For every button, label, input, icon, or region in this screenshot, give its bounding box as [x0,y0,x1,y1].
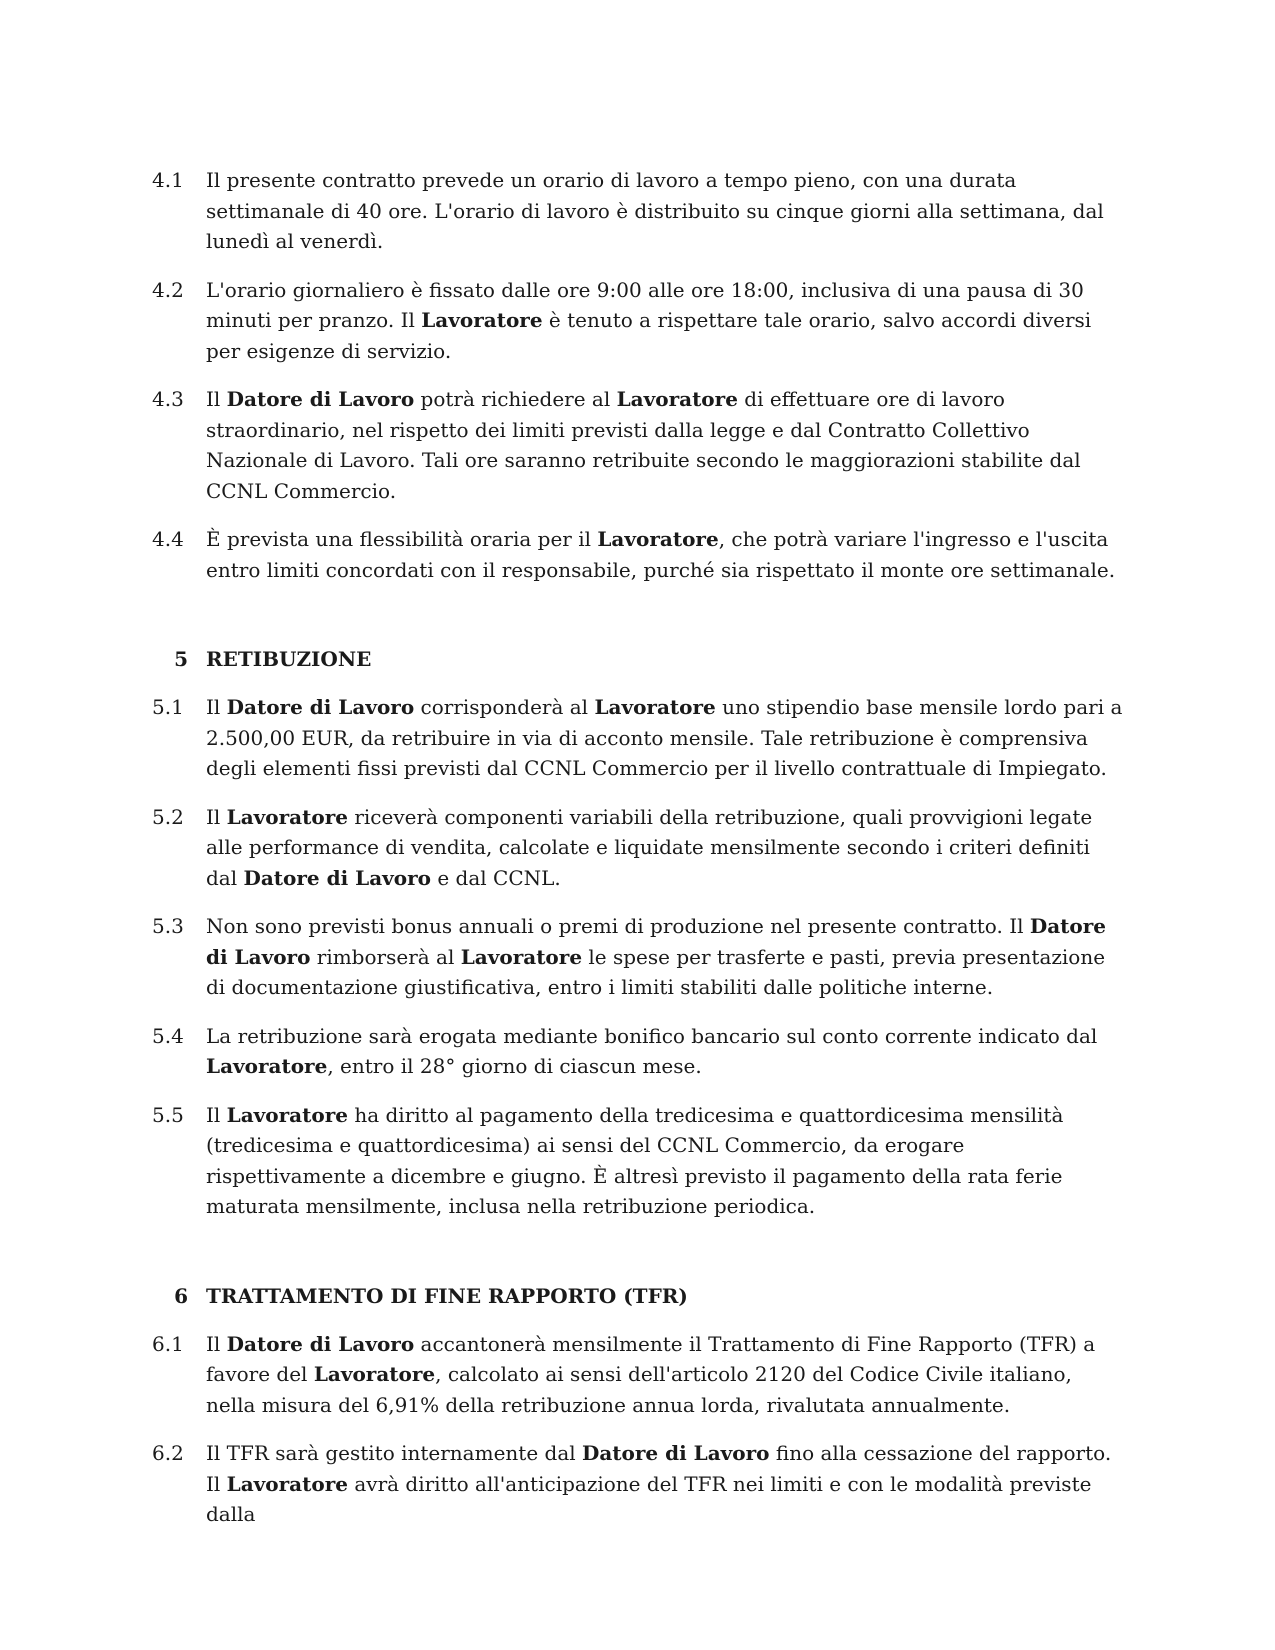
clause-text-segment: corrisponderà al [414,695,595,719]
party-name: Datore di Lavoro [582,1441,770,1465]
clause-text-segment: Il TFR sarà gestito internamente dal [206,1441,582,1465]
clause [152,1100,1127,1222]
section-heading [152,1281,1127,1311]
clause-text-segment: Il [206,804,227,829]
clause-text [206,165,1127,257]
clause-text-segment: Il [206,387,227,411]
clause-text [206,692,1127,784]
clause-text-segment: La retribuzione sarà erogata mediante bonifico bancario sul conto corrente indicato dal [206,1023,1098,1048]
clause-number: 4.2 [152,277,184,302]
clause-number: 4.1 [152,168,184,192]
clause-number: 5.4 [152,1023,184,1048]
clause [152,165,1127,257]
clause-number: 5.1 [152,695,184,719]
party-name: Lavoratore [226,804,348,829]
section-title: RETIBUZIONE [206,647,372,671]
clause-text-segment: potrà richiedere al [414,387,617,411]
clause [152,692,1127,784]
clause-text [206,802,1127,894]
clause-text-segment: , calcolato ai sensi dell'articolo 2120 del Codice Civile italiano, nella misura del 6,91% della retribuzione annua lorda, rivalutata annualmente. [206,1362,1072,1417]
clause [152,384,1127,506]
clause-number: 4.4 [152,527,184,551]
clause [152,911,1127,1003]
clause [152,1021,1127,1082]
party-name: Datore di Lavoro [243,865,431,890]
clause-text-segment: Il [206,1331,227,1356]
document-body [152,165,1127,1548]
section-number: 5 [174,647,188,671]
clause-text-segment: L'orario giornaliero è fissato dalle ore 9:00 alle ore 18:00, inclusiva di una pausa di 30 minuti per pranzo. Il [206,277,1084,332]
clause [152,1438,1127,1530]
party-name: Lavoratore [226,1471,348,1496]
clause-number: 5.2 [152,804,184,829]
clause-text-segment: è tenuto a rispettare tale orario, salvo accordi diversi per esigenze di servizio. [206,308,1092,363]
clause-text-segment: , entro il 28° giorno di ciascun mese. [327,1054,702,1078]
clause-text-segment: Non sono previsti bonus annuali o premi di produzione nel presente contratto. Il [206,914,1030,938]
party-name: Lavoratore [421,308,543,332]
party-name: Lavoratore [597,527,719,551]
clause-number: 4.3 [152,387,184,411]
clause [152,1329,1127,1421]
clause-text-segment: È prevista una flessibilità oraria per il [206,527,598,551]
party-name: Lavoratore [226,1102,348,1127]
clause-text-segment: fino alla cessazione del rapporto. Il [206,1441,1112,1496]
clause-text-segment: avrà diritto all'anticipazione del TFR nei limiti e con le modalità previste dalla [206,1471,1092,1526]
clause-text-segment: riceverà componenti variabili della retribuzione, quali provvigioni legate alle performance di vendita, calcolate e liquidate mensilmente secondo i criteri definiti dal [206,804,1093,890]
clause-text [206,1021,1127,1082]
clause-text [206,384,1127,506]
clause-number: 6.2 [152,1441,184,1465]
clause-text [206,275,1127,367]
clause-text [206,1329,1127,1421]
clause-number: 5.5 [152,1102,184,1127]
clause [152,275,1127,367]
clause-text-segment: di effettuare ore di lavoro straordinario, nel rispetto dei limiti previsti dalla legge e dal Contratto Collettivo Nazionale di Lavoro. Tali ore saranno retribuite secondo le maggiorazioni stabilite dal CCNL Commercio. [206,387,1081,503]
clause-text-segment: le spese per trasferte e pasti, previa presentazione di documentazione giustificativa, entro i limiti stabiliti dalle politiche interne. [206,944,1106,999]
party-name: Lavoratore [616,387,738,411]
party-name: Lavoratore [594,695,716,719]
clause-text-segment: accantonerà mensilmente il Trattamento di Fine Rapporto (TFR) a favore del [206,1331,1096,1386]
clause-text-segment: rimborserà al [310,944,461,969]
party-name: Datore di Lavoro [206,914,1107,969]
section-heading [152,644,1127,674]
clause-text [206,1438,1127,1530]
clause-text-segment: e dal CCNL. [431,865,561,890]
party-name: Lavoratore [460,944,583,969]
section-number: 6 [174,1283,188,1308]
clause [152,524,1127,585]
section-title: TRATTAMENTO DI FINE RAPPORTO (TFR) [206,1283,688,1308]
party-name: Lavoratore [313,1362,436,1386]
clause-text [206,1100,1127,1222]
clause-text-segment: Il [206,695,227,719]
party-name: Lavoratore [206,1054,328,1078]
party-name: Datore di Lavoro [226,1331,415,1356]
clause-text [206,524,1127,585]
clause-number: 6.1 [152,1331,184,1356]
party-name: Datore di Lavoro [226,387,415,411]
party-name: Datore di Lavoro [226,695,415,719]
clause-number: 5.3 [152,914,184,938]
clause-text-segment: ha diritto al pagamento della tredicesima e quattordicesima mensilità (tredicesima e quattordicesima) ai sensi del CCNL Commercio, da erogare rispettivamente a dicembre e giugno. È altresì previsto il pagamento della rata ferie maturata mensilmente, inclusa nella retribuzione periodica. [206,1102,1064,1218]
clause-text-segment: Il [206,1102,227,1127]
clause-text-segment: uno stipendio base mensile lordo pari a 2.500,00 EUR, da retribuire in via di acconto mensile. Tale retribuzione è comprensiva degli elementi fissi previsti dal CCNL Commercio per il livello contrattuale di Impiegato. [206,695,1123,780]
clause [152,802,1127,894]
clause-text-segment: Il presente contratto prevede un orario di lavoro a tempo pieno, con una durata settimanale di 40 ore. L'orario di lavoro è distribuito su cinque giorni alla settimana, dal lunedì al venerdì. [206,168,1104,253]
clause-text-segment: , che potrà variare l'ingresso e l'uscita entro limiti concordati con il responsabile, purché sia rispettato il monte ore settimanale. [206,527,1116,582]
clause-text [206,911,1127,1003]
